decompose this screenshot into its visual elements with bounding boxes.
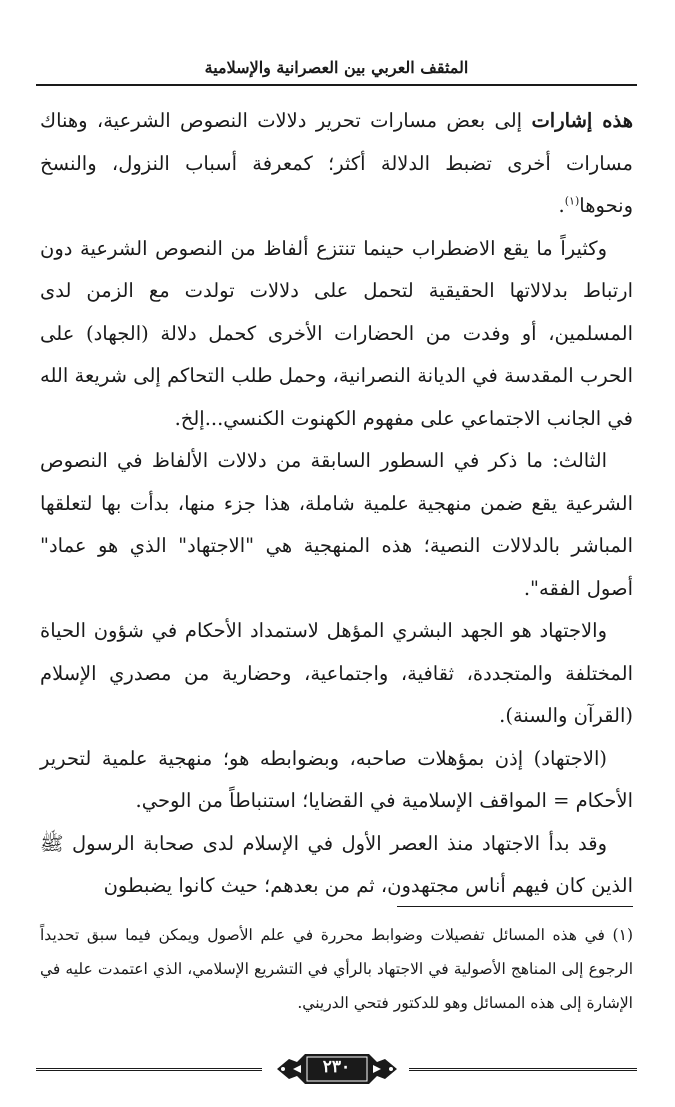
footnote-reference[interactable]: (١) — [564, 194, 580, 208]
page-number: ٢٣٠ — [322, 1057, 351, 1077]
paragraph-1 — [40, 100, 633, 228]
paragraph-1-text: إلى بعض مسارات تحرير دلالات النصوص الشرعية، وهناك مسارات أخرى تضبط الدلالة أكثر؛ كمعرفة أسباب النزول، والنسخ ونحوها — [40, 109, 633, 217]
paragraph-2: وكثيراً ما يقع الاضطراب حينما تنتزع ألفاظ من النصوص الشرعية دون ارتباط بدلالاتها الحقيقية لتحمل على دلالات تولدت مع الزمن لدى المسلمين، أو وفدت من الحضارات الأخرى كحمل دلالة (الجهاد) على الحرب المقدسة في الديانة النصرانية، وحمل طلب التحاكم إلى شريعة الله في الجانب الاجتماعي على مفهوم الكهنوت الكنسي...إلخ. — [40, 236, 633, 430]
footnote-1: (١) في هذه المسائل تفصيلات وضوابط محررة في علم الأصول ويمكن فيما سبق تحديداً الرجوع إلى المناهج الأصولية في الاجتهاد بالرأي في التشريع الإسلامي، الذي اعتمدت عليه في الإشارة إلى هذه المسائل وهو للدكتور فتحي الدريني. — [40, 926, 633, 1012]
paragraph-6 — [40, 823, 633, 908]
running-header — [36, 58, 637, 92]
paragraph-4: والاجتهاد هو الجهد البشري المؤهل لاستمداد الأحكام في شؤون الحياة المختلفة والمتجددة، ثقافية، واجتماعية، وحضارية من مصدري الإسلام (القرآن والسنة). — [40, 619, 633, 727]
running-header-title: المثقف العربي بين العصرانية والإسلامية — [195, 58, 479, 77]
paragraph-3: الثالث: ما ذكر في السطور السابقة من دلالات الألفاظ في النصوص الشرعية يقع ضمن منهجية علمية شاملة، هذا جزء منها، بدأت بها لتعلقها المباشر بالدلالات النصية؛ هذه المنهجية هي "الاجتهاد" الذي هو عماد" أصول الفقه". — [40, 449, 633, 600]
paragraph-1-end: . — [558, 194, 565, 217]
footer-rule-left — [36, 1068, 262, 1071]
paragraph-5: (الاجتهاد) إذن بمؤهلات صاحبه، وبضوابطه هو؛ منهجية علمية لتحرير الأحكام = المواقف الإسلامية في القضايا؛ استنباطاً من الوحي. — [40, 746, 633, 812]
bold-lead: هذه إشارات — [531, 109, 633, 132]
honorific-symbol: ﷺ — [40, 831, 64, 855]
page-number-ornament — [275, 1048, 399, 1090]
footer-rule-right — [409, 1068, 637, 1071]
page-footer — [36, 1046, 637, 1096]
main-text — [40, 100, 633, 908]
paragraph-6-text: وقد بدأ الاجتهاد منذ العصر الأول في الإسلام لدى صحابة الرسول — [72, 831, 607, 855]
header-rule — [36, 84, 637, 86]
paragraph-6-continuation: الذين كان فيهم أناس مجتهدون، ثم من بعدهم؛ حيث كانوا يضبطون — [103, 874, 633, 897]
footnote-separator — [397, 906, 633, 907]
